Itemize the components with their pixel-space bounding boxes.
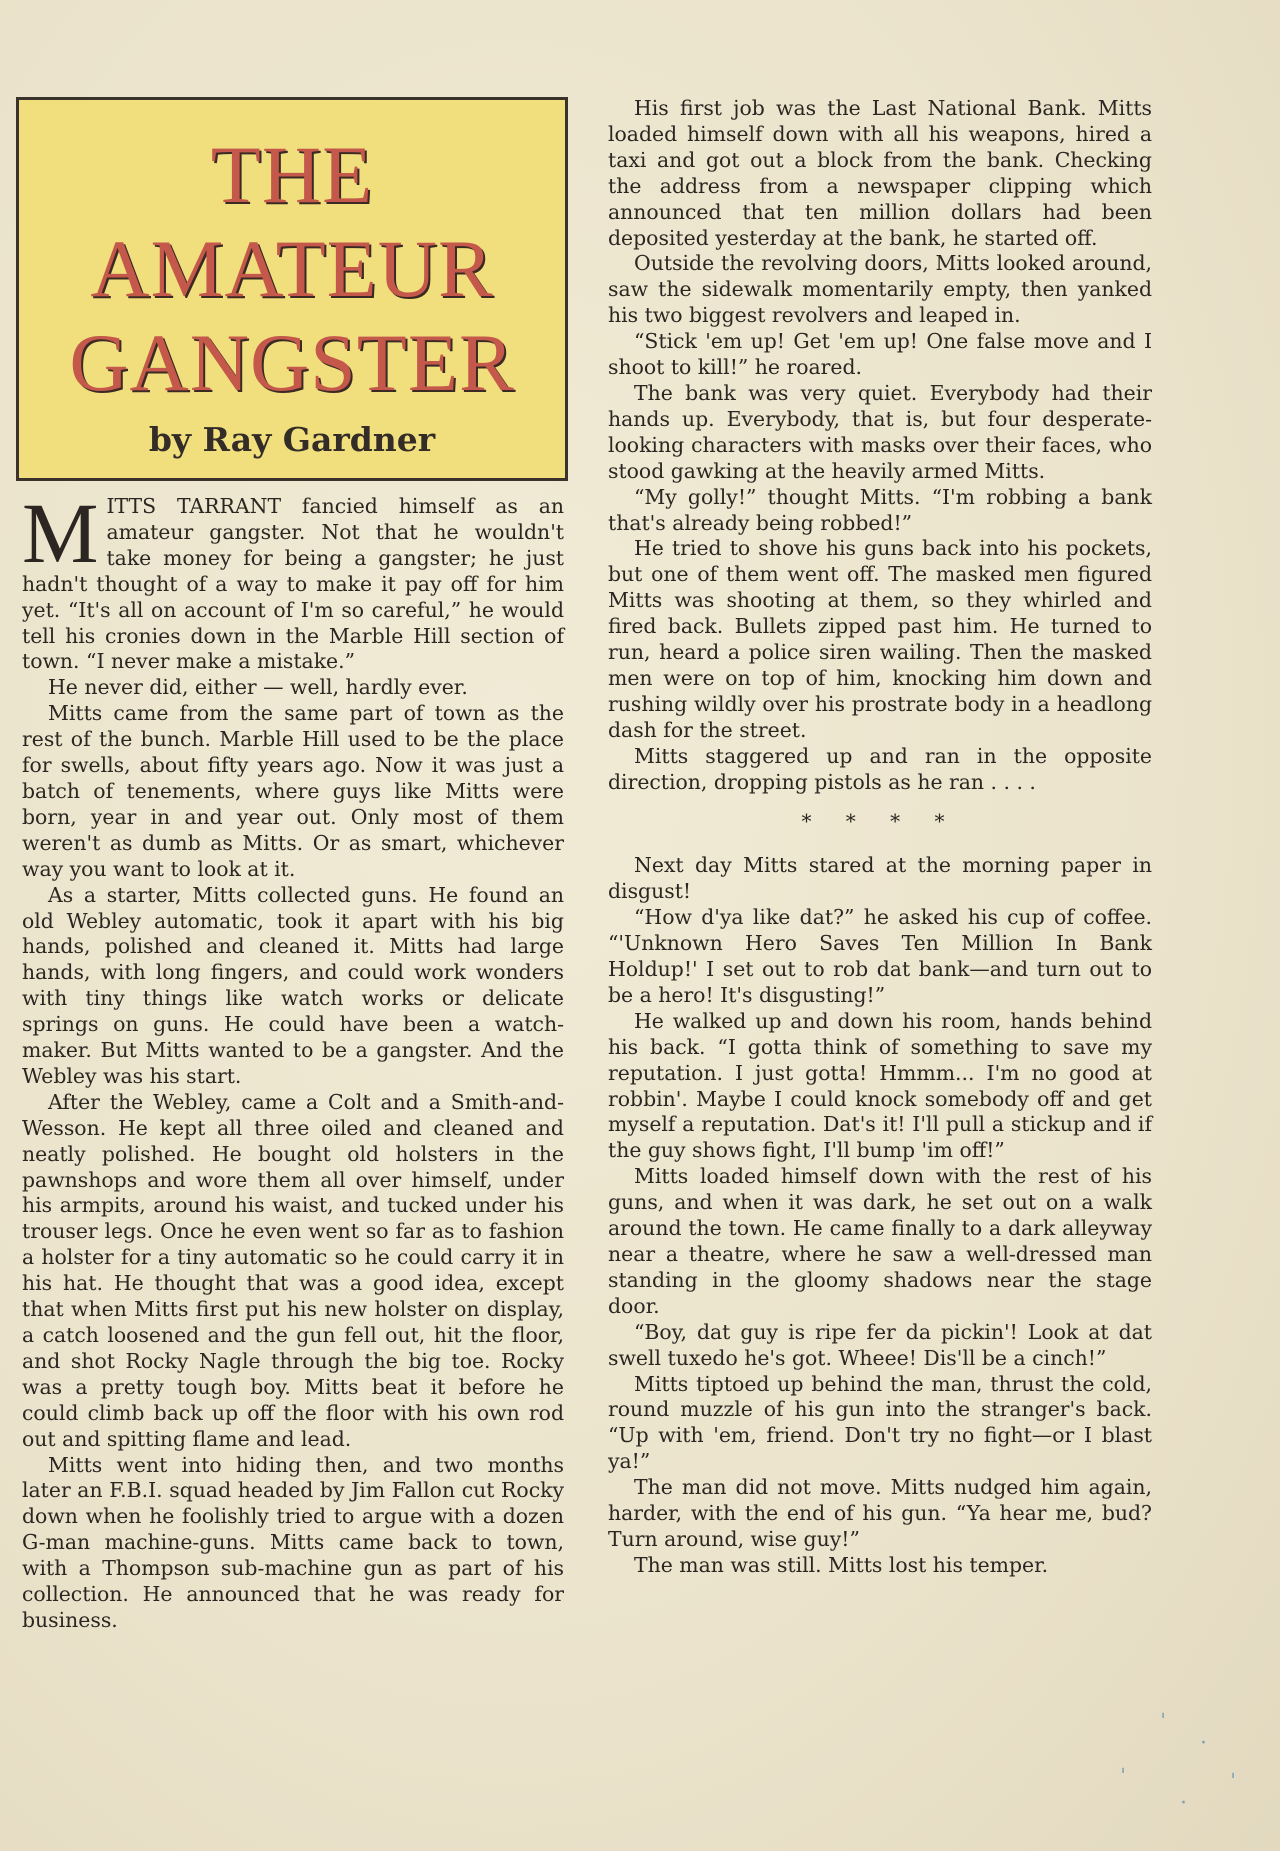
paragraph: He never did, either — well, hardly ever. bbox=[48, 675, 468, 700]
paragraph: Mitts loaded himself down with the rest of his guns, and when it was dark, he set out on a walk around the town. He came finally to a dark alleyway near a theatre, where he saw a well-dressed man standing in the gloomy shadows near the stage door. bbox=[608, 1164, 1152, 1318]
first-paragraph-text: ITTS TARRANT fancied himself as an amateur gangster. Not that he wouldn't take money for being a gangster; he just hadn't thought of a way to make it pay off for him yet. “It's all on account of I'm so careful,” he would tell his cronies down in the Marble Hill section of town. “I never make a mistake.” bbox=[22, 494, 564, 674]
title-line-1: THE bbox=[210, 129, 374, 220]
first-paragraph bbox=[22, 485, 564, 675]
paragraph: Outside the revolving doors, Mitts looked around, saw the sidewalk momentarily empty, then yanked his two biggest revolvers and leaped in. bbox=[608, 251, 1152, 328]
paragraph: Mitts came from the same part of town as the rest of the bunch. Marble Hill used to be the place for swells, about fifty years ago. Now it was just a batch of tenements, where guys like Mitts were born, year in and year out. Only most of them weren't as dumb as Mitts. Or as smart, whichever way you want to look at it. bbox=[22, 701, 564, 881]
byline: by Ray Gardner bbox=[148, 420, 436, 459]
paragraph: The man did not move. Mitts nudged him again, harder, with the end of his gun. “Ya hear me, bud? Turn around, wise guy!” bbox=[608, 1475, 1152, 1551]
ink-specks: ˈ · ˌ ˈ · bbox=[1120, 1711, 1237, 1816]
drop-cap: M bbox=[22, 485, 99, 581]
paragraph: As a starter, Mitts collected guns. He found an old Webley automatic, took it apart with his big hands, polished and cleaned it. Mitts had large hands, with long fingers, and could work wonders with tiny things like watch works or delicate springs on guns. He could have been a watch-maker. But Mitts wanted to be a gangster. And the Webley was his start. bbox=[22, 882, 564, 1088]
paragraph: He walked up and down his room, hands behind his back. “I gotta think of something to save my reputation. I just gotta! Hmmm... I'm no good at robbin'. Maybe I could knock somebody off and get myself a reputation. Dat's it! I'll pull a stickup and if the guy shows fight, I'll bump 'im off!” bbox=[608, 1008, 1152, 1163]
paragraph: The bank was very quiet. Everybody had their hands up. Everybody, that is, but four desperate-looking characters with masks over their faces, who stood gawking at the heavily armed Mitts. bbox=[608, 380, 1152, 483]
paragraph: Mitts staggered up and ran in the opposite direction, dropping pistols as he ran . . . . bbox=[608, 743, 1152, 794]
paragraph: “Stick 'em up! Get 'em up! One false move and I shoot to kill!” he roared. bbox=[608, 329, 1152, 380]
right-column bbox=[608, 96, 1152, 1579]
left-column bbox=[22, 485, 564, 1634]
section-break: * * * * bbox=[801, 809, 959, 834]
title-line-2: AMATEUR bbox=[90, 223, 494, 314]
paragraph: His first job was the Last National Bank. Mitts loaded himself down with all his weapons, hired a taxi and got out a block from the bank. Checking the address from a newspaper clipping which announced that ten million dollars had been deposited yesterday at the bank, he started off. bbox=[608, 96, 1152, 250]
title-box bbox=[16, 97, 568, 481]
paragraph: Next day Mitts stared at the morning paper in disgust! bbox=[608, 853, 1152, 904]
paragraph: Mitts went into hiding then, and two months later an F.B.I. squad headed by Jim Fallon cut Rocky down when he foolishly tried to argue with a dozen G-man machine-guns. Mitts came back to town, with a Thompson sub-machine gun as part of his collection. He announced that he was ready for business. bbox=[22, 1452, 564, 1632]
paragraph: “My golly!” thought Mitts. “I'm robbing a bank that's already being robbed!” bbox=[608, 484, 1152, 535]
paragraph: “Boy, dat guy is ripe fer da pickin'! Look at dat swell tuxedo he's got. Wheee! Dis'll be a cinch!” bbox=[608, 1319, 1152, 1370]
paragraph: Mitts tiptoed up behind the man, thrust the cold, round muzzle of his gun into the stranger's back. “Up with 'em, friend. Don't try no fight—or I blast ya!” bbox=[608, 1371, 1152, 1474]
paragraph: “How d'ya like dat?” he asked his cup of coffee. “'Unknown Hero Saves Ten Million In Bank Holdup!' I set out to rob dat bank—and turn out to be a hero! It's disgusting!” bbox=[608, 905, 1152, 1007]
paragraph: After the Webley, came a Colt and a Smith-and-Wesson. He kept all three oiled and cleaned and neatly polished. He bought old holsters in the pawnshops and wore them all over himself, under his armpits, around his waist, and tucked under his trouser legs. Once he even went so far as to fashion a holster for a tiny automatic so he could carry it in his hat. He thought that was a good idea, except that when Mitts first put his new holster on display, a catch loosened and the gun fell out, hit the floor, and shot Rocky Nagle through the big toe. Rocky was a pretty tough boy. Mitts beat it before he could climb back up off the floor with his own rod out and spitting flame and lead. bbox=[22, 1089, 564, 1451]
title-line-3: GANGSTER bbox=[69, 317, 515, 408]
paragraph: He tried to shove his guns back into his pockets, but one of them went off. The masked men figured Mitts was shooting at them, so they whirled and fired back. Bullets zipped past him. He turned to run, heard a police siren wailing. Then the masked men were on top of him, knocking him down and rushing wildly over his prostrate body in a headlong dash for the street. bbox=[608, 536, 1152, 742]
paragraph: The man was still. Mitts lost his temper. bbox=[634, 1552, 1049, 1577]
